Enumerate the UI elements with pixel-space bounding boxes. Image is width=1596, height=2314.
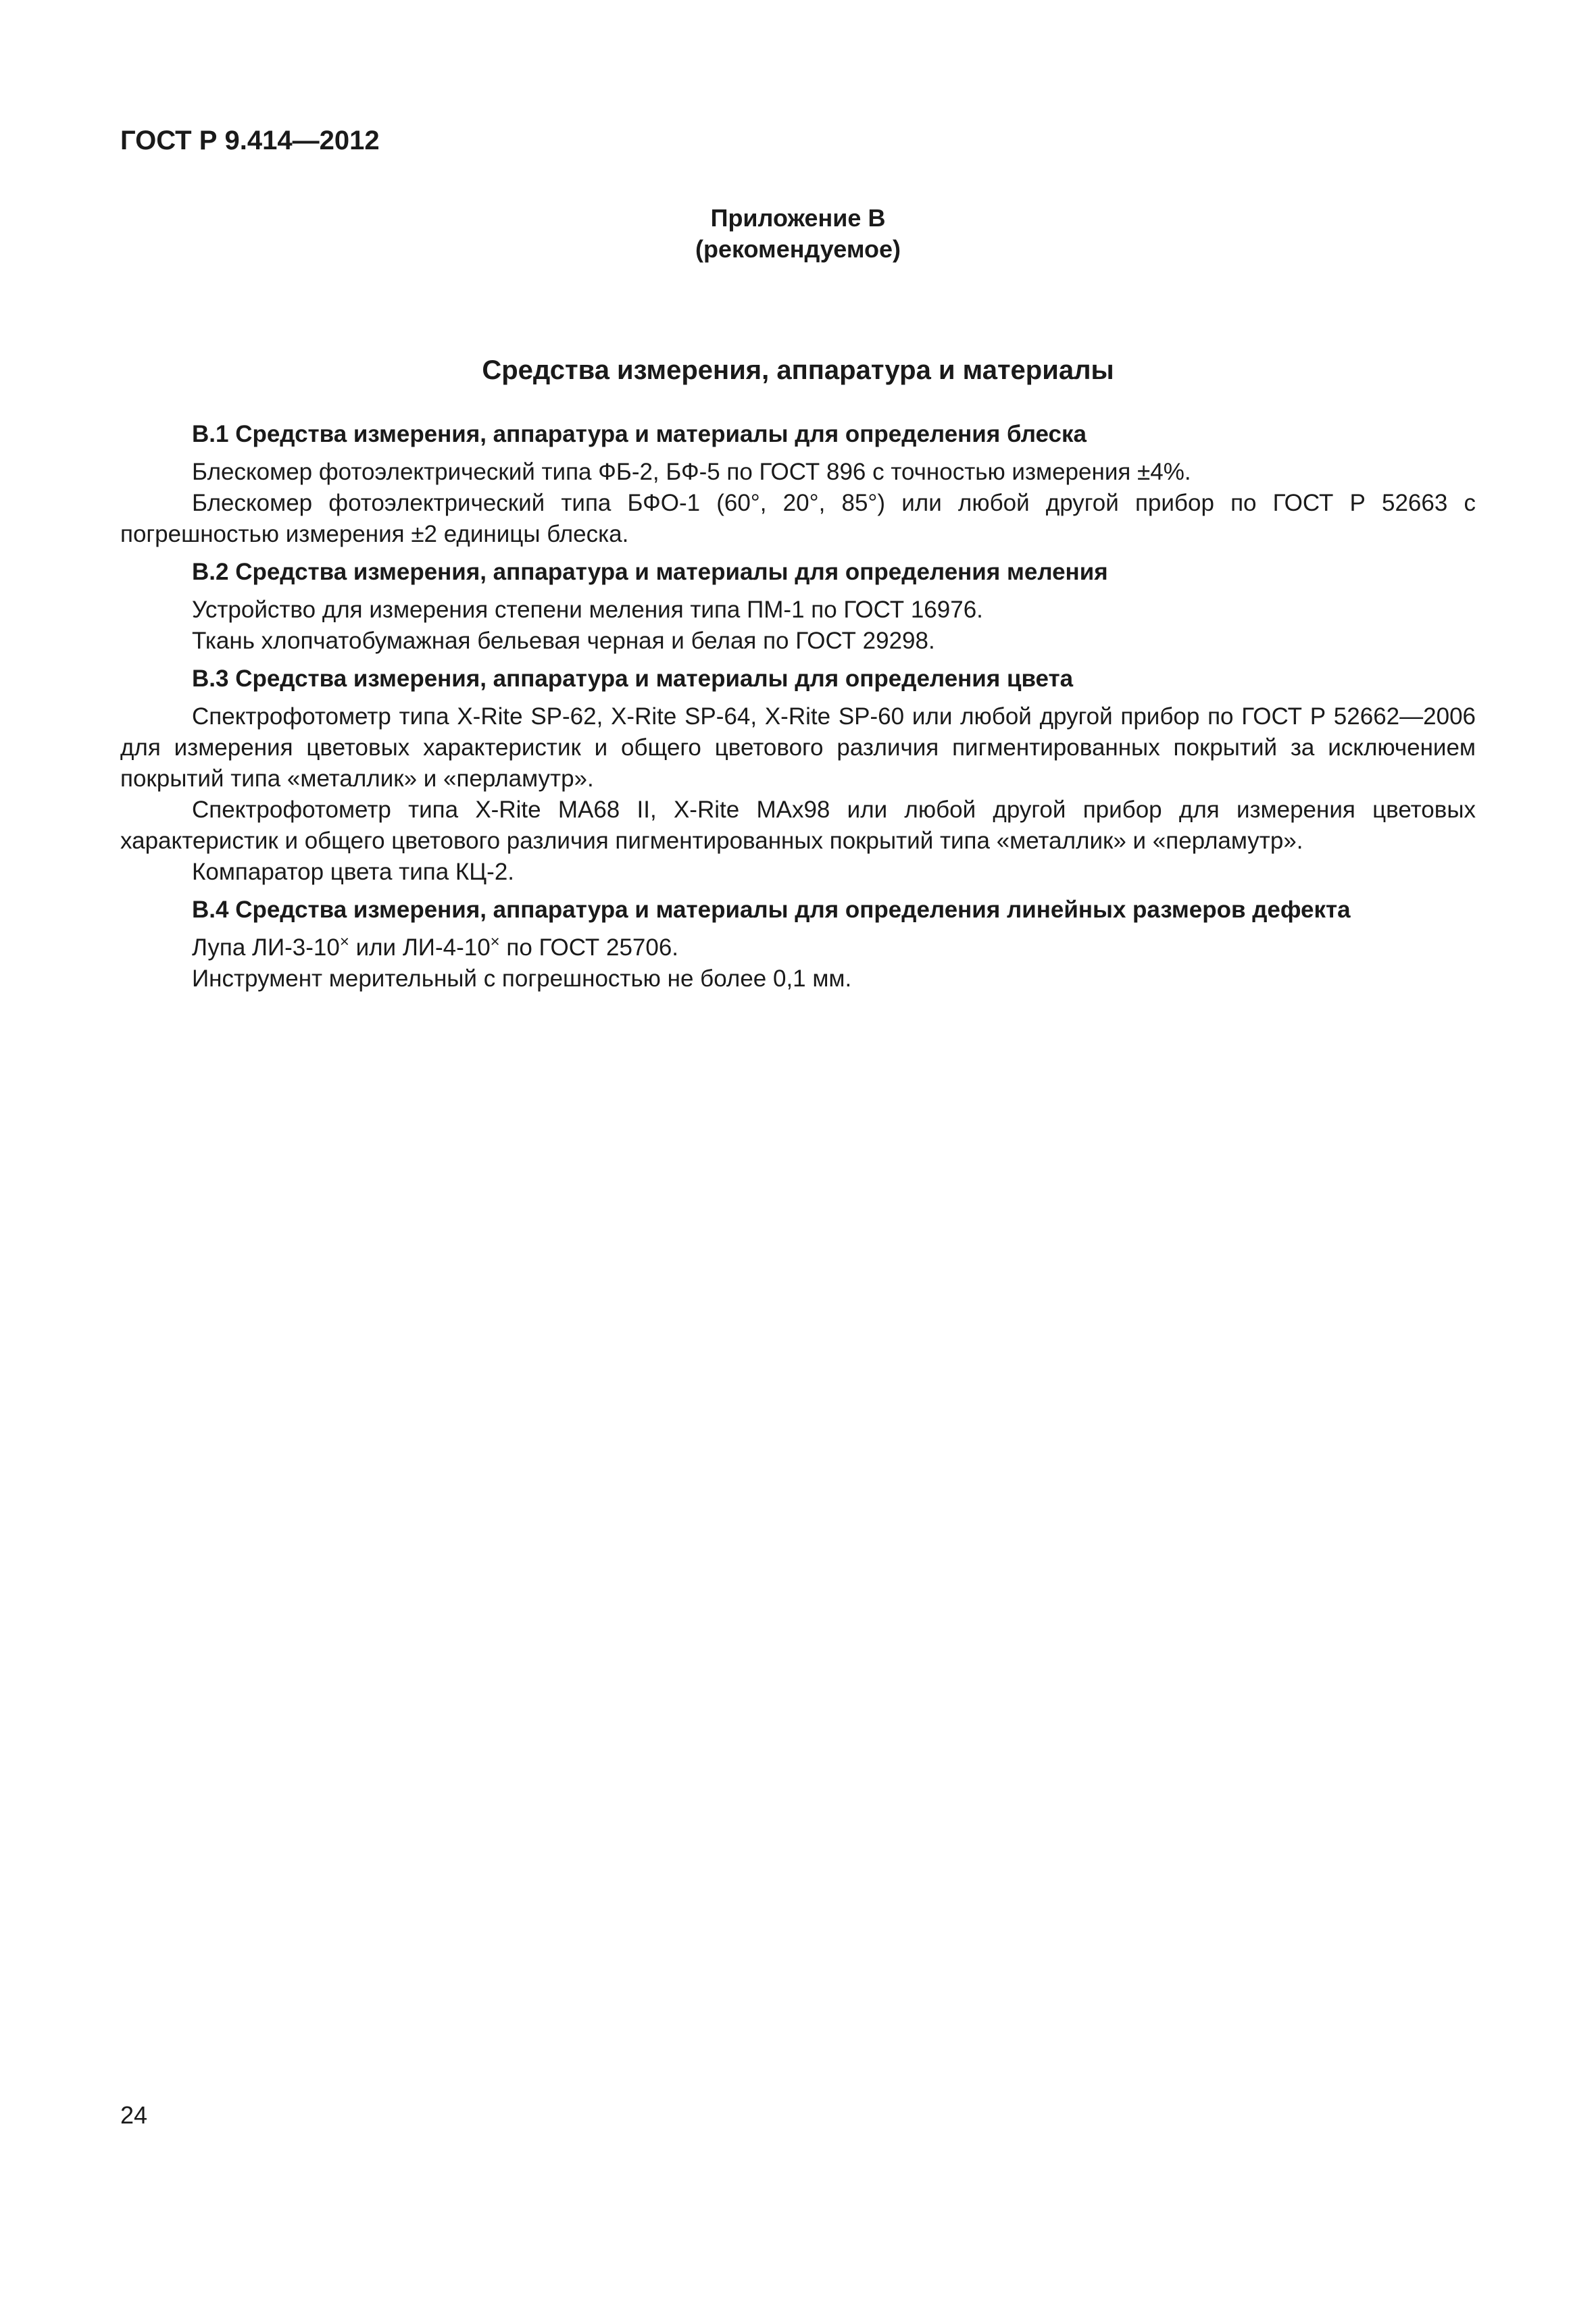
section-b3 <box>120 663 1476 888</box>
section-heading: В.2 Средства измерения, аппаратура и материалы для определения меления <box>192 559 1108 585</box>
loupe-text-middle: или ЛИ-4-10 <box>349 934 491 961</box>
document-body <box>120 419 1476 995</box>
document-title: Средства измерения, аппаратура и материалы <box>482 355 1114 385</box>
section-heading: В.4 Средства измерения, аппаратура и материалы для определения линейных размеров дефекта <box>192 897 1351 923</box>
appendix-title: Приложение В <box>710 204 886 232</box>
paragraph: Спектрофотометр типа X-Rite SP-62, X-Rite SP-64, X-Rite SP-60 или любой другой прибор по ГОСТ Р 52662—2006 для измерения цветовых характеристик и общего цветового различия пигментированных покрытий за исключением покрытий типа «металлик» и «перламутр». <box>120 703 1476 792</box>
page-number: 24 <box>120 2101 148 2129</box>
paragraph: Блескомер фотоэлектрический типа БФО-1 (60°, 20°, 85°) или любой другой прибор по ГОСТ Р 52663 с погрешностью измерения ±2 единицы блеска. <box>120 490 1476 547</box>
magnification-mark: × <box>339 932 349 951</box>
document-code-header: ГОСТ Р 9.414—2012 <box>120 126 380 155</box>
section-b2 <box>120 557 1476 657</box>
paragraph: Блескомер фотоэлектрический типа ФБ-2, БФ-5 по ГОСТ 896 с точностью измерения ±4%. <box>192 459 1191 485</box>
appendix-status: (рекомендуемое) <box>695 235 901 263</box>
section-heading: В.3 Средства измерения, аппаратура и материалы для определения цвета <box>192 665 1074 692</box>
section-b1 <box>120 419 1476 550</box>
paragraph: Компаратор цвета типа КЦ-2. <box>192 859 515 885</box>
paragraph: Спектрофотометр типа X-Rite MA68 II, X-Rite MAx98 или любой другой прибор для измерения цветовых характеристик и общего цветового различия пигментированных покрытий типа «металлик» и «перламутр». <box>120 797 1476 854</box>
loupe-text-prefix: Лупа ЛИ-3-10 <box>192 934 340 961</box>
paragraph: Инструмент мерительный с погрешностью не более 0,1 мм. <box>192 965 852 992</box>
section-heading: В.1 Средства измерения, аппаратура и материалы для определения блеска <box>192 421 1087 447</box>
section-b4 <box>120 895 1476 995</box>
paragraph: Устройство для измерения степени меления типа ПМ-1 по ГОСТ 16976. <box>192 597 983 623</box>
paragraph: Ткань хлопчатобумажная бельевая черная и белая по ГОСТ 29298. <box>192 628 935 654</box>
loupe-text-suffix: по ГОСТ 25706. <box>499 934 679 961</box>
appendix-heading <box>0 203 1596 265</box>
paragraph-loupe <box>120 932 1476 963</box>
magnification-mark: × <box>490 932 500 951</box>
